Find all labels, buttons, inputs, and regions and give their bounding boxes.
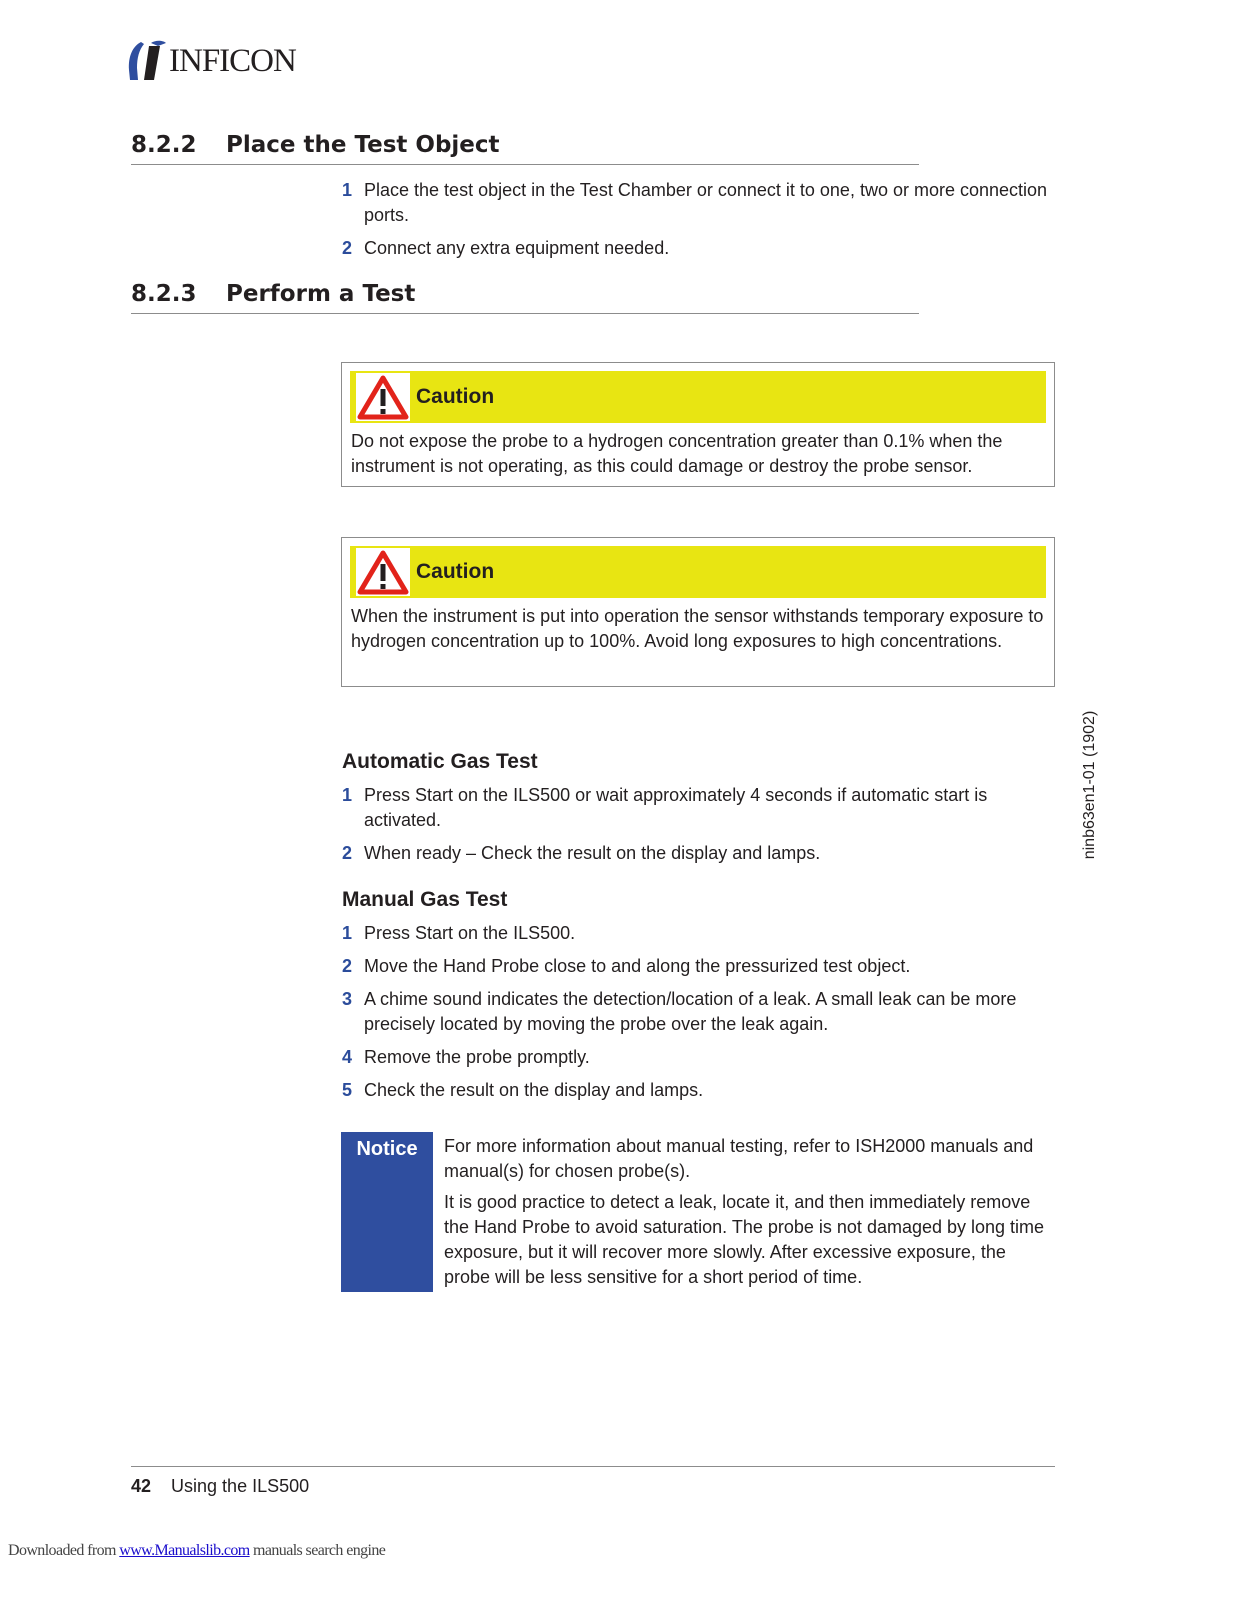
automatic-gas-test-heading: Automatic Gas Test — [342, 750, 538, 773]
list-item — [342, 921, 1057, 946]
step-text: A chime sound indicates the detection/location of a leak. A small leak can be more precisely located by moving the probe over the leak again. — [364, 989, 1017, 1034]
step-text: Move the Hand Probe close to and along the pressurized test object. — [364, 956, 911, 976]
caution-title: Caution — [416, 560, 495, 583]
step-text: Place the test object in the Test Chamber or connect it to one, two or more connection ports. — [364, 180, 1048, 225]
page-number: 42 — [131, 1476, 152, 1496]
step-text: Remove the probe promptly. — [364, 1047, 590, 1067]
list-item — [342, 841, 1057, 866]
list-item — [342, 178, 1057, 228]
section-heading-8-2-2 — [131, 132, 919, 165]
notice-label: Notice — [341, 1132, 433, 1292]
step-number: 2 — [342, 956, 353, 976]
step-number: 3 — [342, 989, 353, 1009]
step-text: Check the result on the display and lamps. — [364, 1080, 704, 1100]
caution-text: When the instrument is put into operation the sensor withstands temporary exposure to hydrogen concentration up to 100%. Avoid long exposures to high concentrations. — [351, 606, 1044, 651]
section-heading-8-2-3 — [131, 281, 919, 314]
list-item — [342, 783, 1057, 833]
caution-header — [350, 371, 1046, 423]
step-number: 4 — [342, 1047, 353, 1067]
warning-triangle-icon — [356, 373, 410, 421]
step-number: 2 — [342, 238, 353, 258]
warning-triangle-icon — [356, 548, 410, 596]
step-number: 5 — [342, 1080, 353, 1100]
step-text: Press Start on the ILS500 or wait approximately 4 seconds if automatic start is activated. — [364, 785, 988, 830]
inficon-logo-mark-icon — [127, 40, 167, 82]
notice-paragraph: For more information about manual testing, refer to ISH2000 manuals and manual(s) for chosen probe(s). — [444, 1136, 1034, 1181]
step-number: 2 — [342, 843, 353, 863]
list-item — [342, 954, 1057, 979]
inficon-logo — [127, 40, 296, 82]
manualslib-link[interactable]: www.Manualslib.com — [119, 1542, 250, 1559]
manual-gas-test-heading: Manual Gas Test — [342, 888, 508, 911]
list-item — [342, 987, 1057, 1037]
list-item — [342, 236, 1057, 261]
section-number: 8.2.3 — [131, 281, 197, 307]
section-number: 8.2.2 — [131, 132, 197, 158]
download-line — [8, 1542, 385, 1560]
section-title: Place the Test Object — [226, 132, 500, 158]
section-title: Perform a Test — [226, 281, 416, 307]
step-number: 1 — [342, 785, 353, 805]
footer-divider — [131, 1466, 1055, 1467]
caution-title: Caution — [416, 385, 495, 408]
caution-header — [350, 546, 1046, 598]
logo-wordmark: INFICON — [169, 42, 296, 79]
notice-paragraph: It is good practice to detect a leak, locate it, and then immediately remove the Hand Probe to avoid saturation. The probe is not damaged by long time exposure, but it will recover more slowly. After excessive exposure, the probe will be less sensitive for a short period of time. — [444, 1192, 1045, 1287]
list-item — [342, 1045, 1057, 1070]
footer-title: Using the ILS500 — [171, 1476, 310, 1496]
caution-box — [341, 362, 1055, 487]
caution-box — [341, 537, 1055, 687]
step-text: Press Start on the ILS500. — [364, 923, 576, 943]
download-suffix: manuals search engine — [249, 1542, 386, 1559]
list-item — [342, 1078, 1057, 1103]
caution-text: Do not expose the probe to a hydrogen concentration greater than 0.1% when the instrument is not operating, as this could damage or destroy the probe sensor. — [351, 431, 1003, 476]
step-text: Connect any extra equipment needed. — [364, 238, 670, 258]
step-number: 1 — [342, 180, 353, 200]
step-text: When ready – Check the result on the display and lamps. — [364, 843, 821, 863]
step-number: 1 — [342, 923, 353, 943]
page-footer — [131, 1476, 309, 1497]
download-prefix: Downloaded from — [8, 1542, 120, 1559]
document-reference: ninb63en1-01 (1902) — [1081, 710, 1098, 860]
